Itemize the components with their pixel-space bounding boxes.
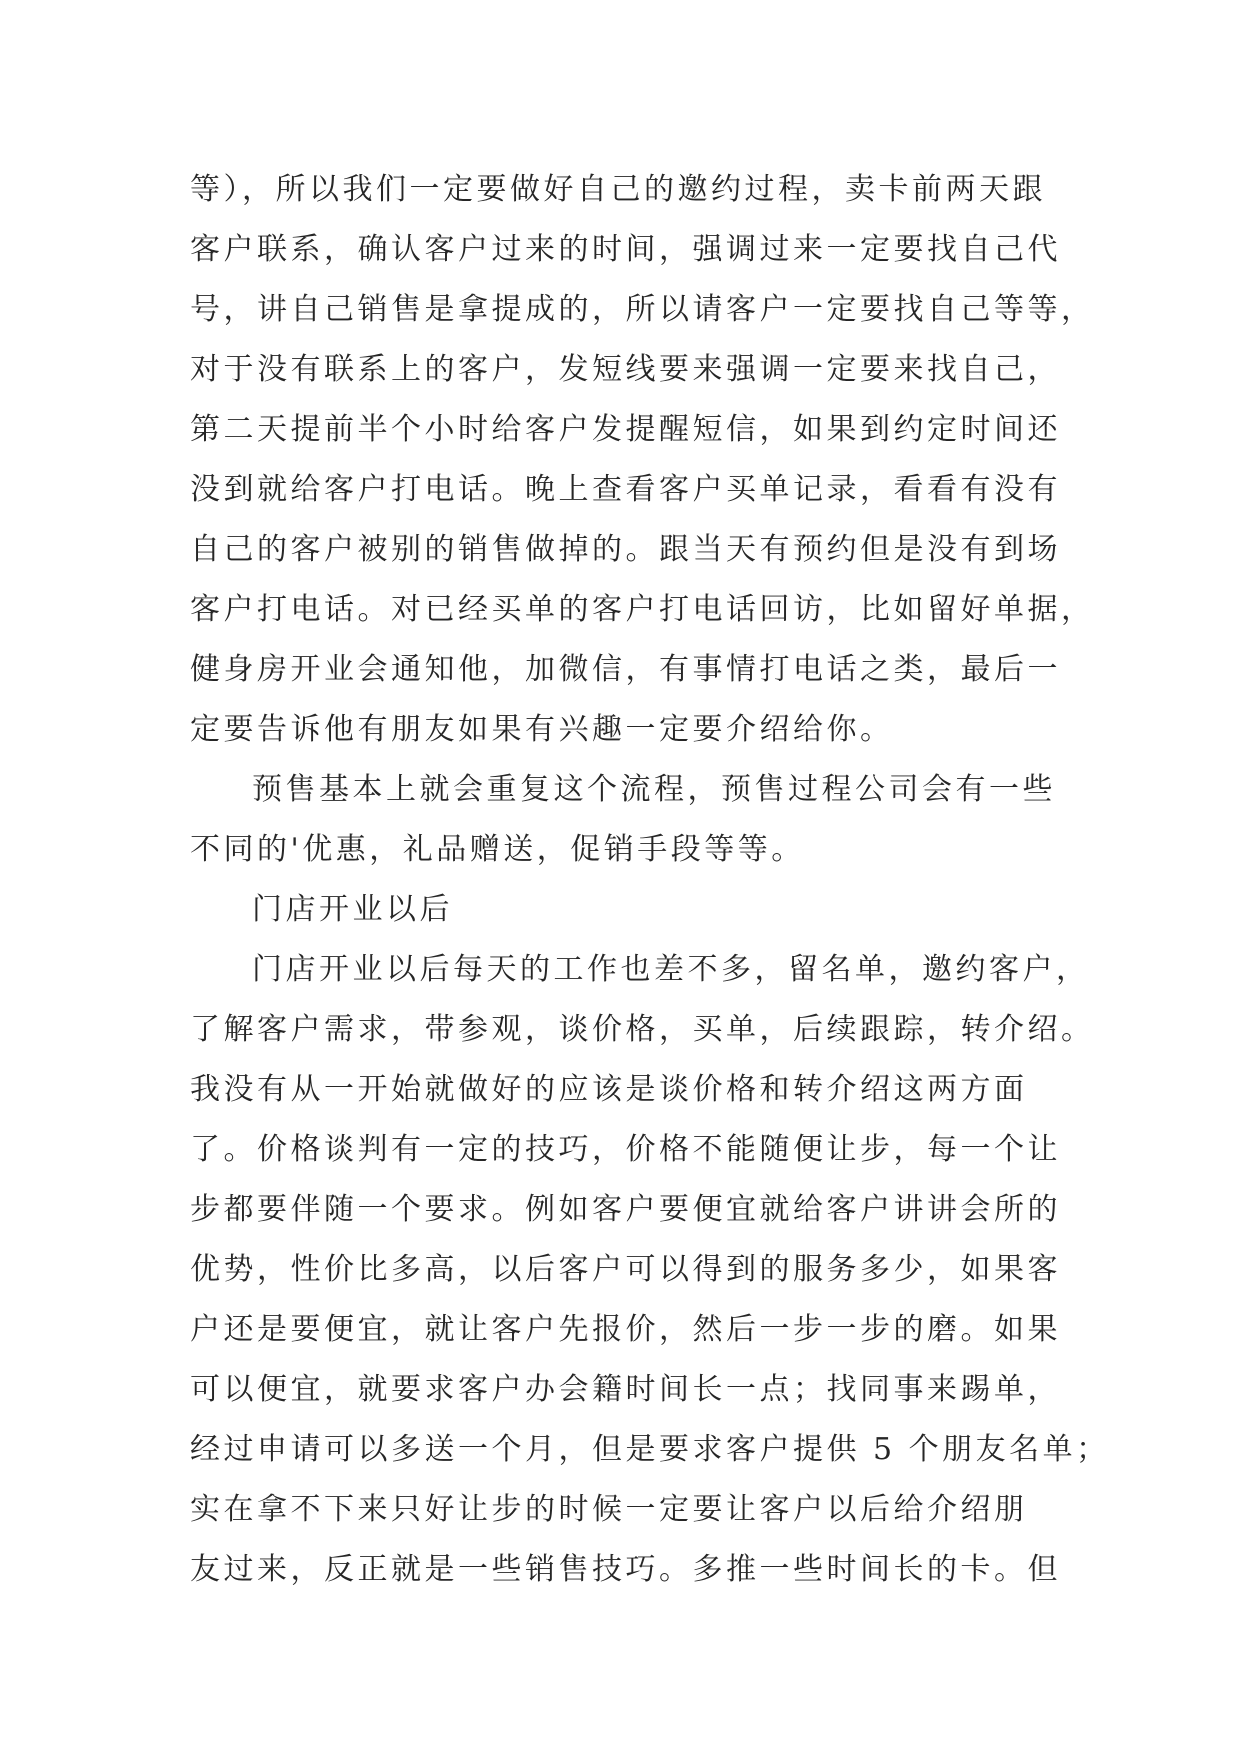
text-line: 预售基本上就会重复这个流程，预售过程公司会有一些 [252,772,1056,807]
text-line: 了解客户需求，带参观，谈价格，买单，后续跟踪，转介绍。 [190,1012,1095,1047]
text-line: 优势，性价比多高，以后客户可以得到的服务多少，如果客 [190,1252,1061,1287]
text-line: 友过来，反正就是一些销售技巧。多推一些时间长的卡。但 [190,1552,1061,1587]
text-line: 门店开业以后 [252,892,453,927]
text-line: 第二天提前半个小时给客户发提醒短信，如果到约定时间还 [190,412,1061,447]
text-line: 号，讲自己销售是拿提成的，所以请客户一定要找自己等等， [190,292,1095,327]
text-line: 可以便宜，就要求客户办会籍时间长一点；找同事来踢单， [190,1372,1061,1407]
text-line: 实在拿不下来只好让步的时候一定要让客户以后给介绍朋 [190,1492,1028,1527]
text-line: 步都要伴随一个要求。例如客户要便宜就给客户讲讲会所的 [190,1192,1061,1227]
text-line: 客户打电话。对已经买单的客户打电话回访，比如留好单据， [190,592,1095,627]
text-line: 客户联系，确认客户过来的时间，强调过来一定要找自己代 [190,232,1061,267]
text-line: 了。价格谈判有一定的技巧，价格不能随便让步，每一个让 [190,1132,1061,1167]
text-line: 自己的客户被别的销售做掉的。跟当天有预约但是没有到场 [190,532,1061,567]
text-line: 没到就给客户打电话。晚上查看客户买单记录，看看有没有 [190,472,1061,507]
text-line: 我没有从一开始就做好的应该是谈价格和转介绍这两方面 [190,1072,1028,1107]
text-line: 定要告诉他有朋友如果有兴趣一定要介绍给你。 [190,712,894,747]
text-line: 门店开业以后每天的工作也差不多，留名单，邀约客户， [252,952,1090,987]
body-text [190,160,1110,1600]
text-line: 经过申请可以多送一个月，但是要求客户提供 5 个朋友名单； [190,1432,1110,1467]
text-line: 对于没有联系上的客户，发短线要来强调一定要来找自己， [190,352,1061,387]
text-line: 不同的'优惠，礼品赠送，促销手段等等。 [190,832,805,867]
text-line: 户还是要便宜，就让客户先报价，然后一步一步的磨。如果 [190,1312,1061,1347]
text-line: 等），所以我们一定要做好自己的邀约过程，卖卡前两天跟 [190,172,1046,207]
text-line: 健身房开业会通知他，加微信，有事情打电话之类，最后一 [190,652,1061,687]
